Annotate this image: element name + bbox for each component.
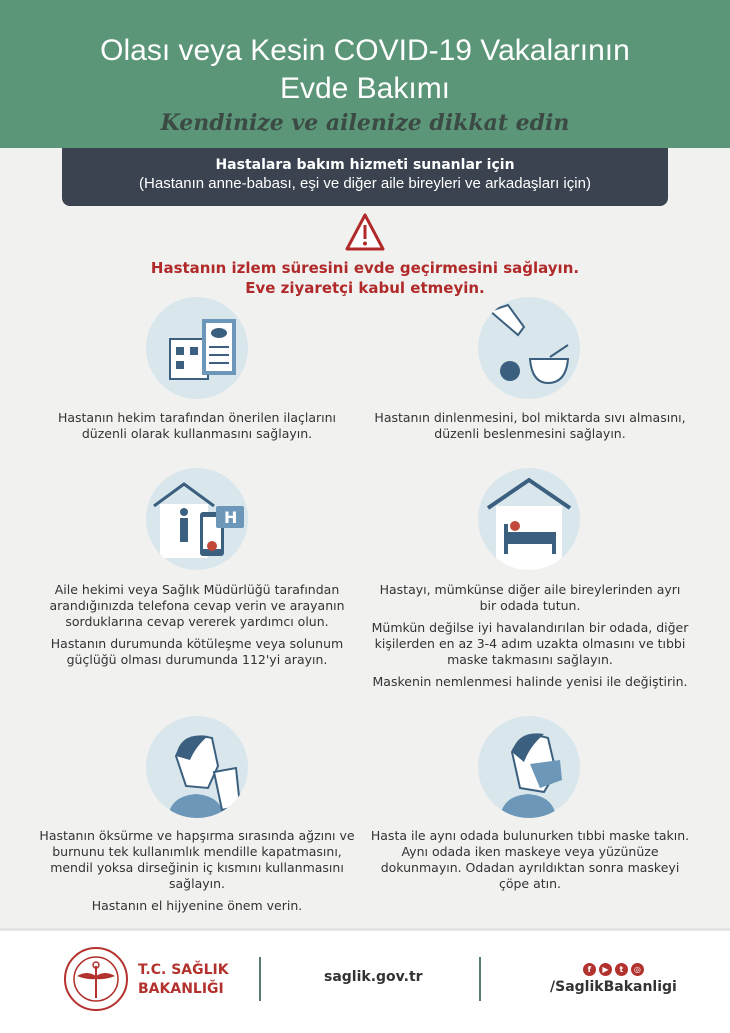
- instruction-medication: [37, 410, 357, 448]
- instruction-text: Hastanın el hijyenine önem verin.: [91, 898, 303, 913]
- warning-icon: [344, 212, 386, 254]
- instruction-text: Hastayı, mümkünse diğer aile bireylerinden ayrı bir odada tutun.: [379, 582, 681, 613]
- ministry-name-line-2: BAKANLIĞI: [138, 981, 224, 997]
- youtube-icon[interactable]: ▶: [599, 963, 612, 976]
- title-line-1: Olası veya Kesin COVID-19 Vakalarının: [100, 34, 630, 67]
- title-line-2: Evde Bakımı: [279, 72, 451, 105]
- instruction-text: Hastanın öksürme ve hapşırma sırasında ağzını ve burnunu tek kullanımlık mendille kapatmasını, mendil yoksa dirseğinin iç kısmını kullanmasını sağlayın.: [39, 828, 355, 891]
- ministry-name: [138, 961, 229, 999]
- instruction-rest: [370, 410, 690, 448]
- instagram-icon[interactable]: ◎: [631, 963, 644, 976]
- hand-food-icon: [478, 297, 580, 399]
- separate-room-bed-icon: [478, 468, 580, 570]
- audience-band: [62, 148, 668, 206]
- face-mask-icon: [478, 716, 580, 818]
- svg-text:H: H: [224, 508, 238, 527]
- social-media: [550, 963, 677, 995]
- instruction-text: Hasta ile aynı odada bulunurken tıbbi maske takın. Aynı odada iken maskeye veya yüzünüze dokunmayın. Odadan ayrıldıktan sonra maskeyi çöpe atın.: [370, 828, 690, 891]
- instruction-text: Hastanın durumunda kötüleşme veya solunum güçlüğü olması durumunda 112'yi arayın.: [50, 636, 344, 667]
- header: [0, 0, 730, 148]
- facebook-icon[interactable]: f: [583, 963, 596, 976]
- website-link[interactable]: saglik.gov.tr: [324, 969, 423, 985]
- page-title: [0, 32, 730, 108]
- instruction-separate-room: [370, 582, 690, 696]
- social-handle[interactable]: /SaglikBakanligi: [550, 979, 677, 995]
- instruction-text: Hastanın dinlenmesini, bol miktarda sıvı almasını, düzenli beslenmesini sağlayın.: [374, 410, 686, 441]
- slogan: Kendinize ve ailenize dikkat edin: [160, 110, 570, 136]
- instruction-text: Maskenin nemlenmesi halinde yenisi ile değiştirin.: [372, 674, 688, 689]
- footer: [0, 928, 730, 1033]
- warning-message: [0, 258, 730, 298]
- instruction-cough: [37, 828, 357, 920]
- ministry-logo: [63, 946, 129, 1012]
- instruction-mask: [370, 828, 690, 898]
- instruction-text: Hastanın hekim tarafından önerilen ilaçlarını düzenli olarak kullanmasını sağlayın.: [57, 410, 337, 441]
- hospital-medication-icon: [146, 297, 248, 399]
- ministry-name-line-1: T.C. SAĞLIK: [138, 962, 229, 978]
- audience-subtitle: (Hastanın anne-babası, eşi ve diğer aile bireyleri ve arkadaşları için): [139, 175, 591, 192]
- instruction-text: Aile hekimi veya Sağlık Müdürlüğü tarafından arandığınızda telefona cevap verin ve arayanın sorduklarına cevap vererek yardımcı olun.: [49, 582, 345, 629]
- cough-tissue-icon: [146, 716, 248, 818]
- instruction-text: Mümkün değilse iyi havalandırılan bir odada, diğer kişilerden en az 3-4 adım uzakta olmasını ve tıbbi maske takmasını sağlayın.: [371, 620, 689, 667]
- audience-heading: Hastalara bakım hizmeti sunanlar için: [215, 157, 515, 173]
- home-phone-icon: [146, 468, 248, 570]
- instruction-phone: [37, 582, 357, 674]
- divider: [259, 957, 261, 1001]
- warning-line-2: Eve ziyaretçi kabul etmeyin.: [245, 279, 485, 297]
- warning-line-1: Hastanın izlem süresini evde geçirmesini sağlayın.: [150, 259, 580, 277]
- divider: [479, 957, 481, 1001]
- twitter-icon[interactable]: t: [615, 963, 628, 976]
